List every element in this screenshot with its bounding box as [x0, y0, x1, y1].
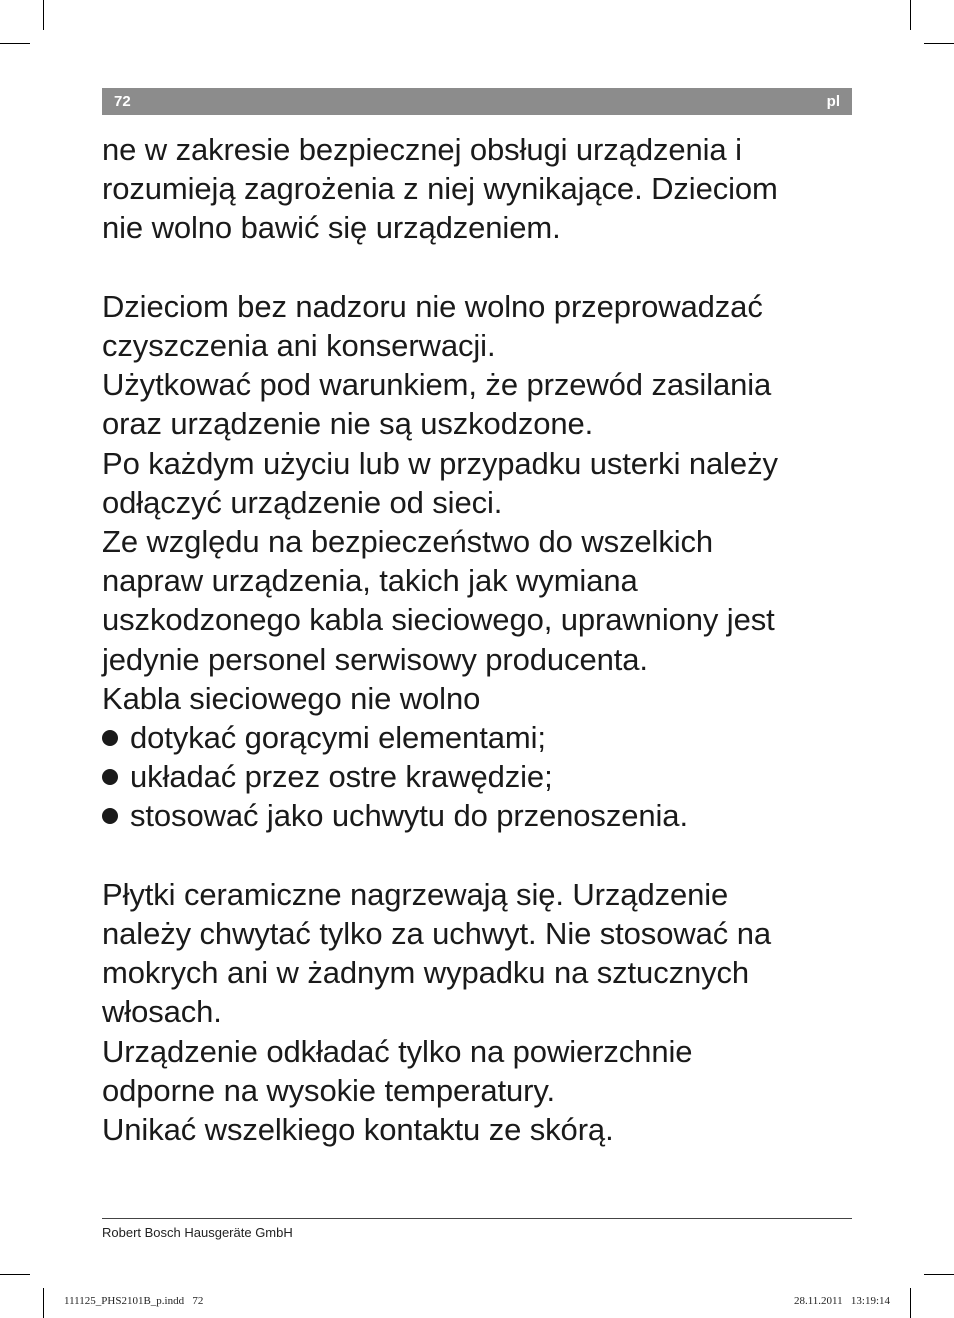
text-line: Użytkować pod warunkiem, że przewód zasilania: [102, 367, 772, 403]
bullet-text: dotykać gorącymi elementami;: [130, 720, 546, 756]
bullet-text: stosować jako uchwytu do przenoszenia.: [130, 798, 688, 834]
bullet-dot-icon: [102, 808, 118, 824]
text-line: uszkodzonego kabla sieciowego, uprawniony jest: [102, 602, 775, 638]
page-number: 72: [114, 93, 131, 110]
crop-mark-bottom-right-h: [924, 1274, 954, 1275]
bullet-dot-icon: [102, 730, 118, 746]
text-line: Po każdym użyciu lub w przypadku usterki należy: [102, 445, 778, 481]
crop-mark-top-left-v: [43, 0, 44, 30]
language-code: pl: [826, 93, 840, 110]
bullet-dot-icon: [102, 769, 118, 785]
text-line: odporne na wysokie temperatury.: [102, 1072, 555, 1108]
footer-company-name: Robert Bosch Hausgeräte GmbH: [102, 1225, 293, 1240]
bullet-text: układać przez ostre krawędzie;: [130, 759, 553, 795]
text-line: czyszczenia ani konserwacji.: [102, 328, 496, 363]
text-line: Kabla sieciowego nie wolno: [102, 680, 481, 716]
text-line: Urządzenie odkładać tylko na powierzchnie: [102, 1033, 693, 1069]
text-line: odłączyć urządzenie od sieci.: [102, 484, 503, 520]
text-line: napraw urządzenia, takich jak wymiana: [102, 563, 638, 599]
bullet-item: [102, 757, 862, 796]
text-line: oraz urządzenie nie są uszkodzone.: [102, 406, 594, 442]
bullet-item: [102, 796, 862, 835]
crop-mark-top-left-h: [0, 43, 30, 44]
text-line: Płytki ceramiczne nagrzewają się. Urządzenie: [102, 876, 729, 912]
paragraph-ceramic-plates: [102, 875, 862, 1149]
text-line: rozumieją zagrożenia z niej wynikające. Dzieciom: [102, 171, 778, 207]
text-line: ne w zakresie bezpiecznej obsługi urządzenia i: [102, 132, 742, 167]
footer-divider: [102, 1218, 852, 1219]
text-line: mokrych ani w żadnym wypadku na sztucznych: [102, 955, 750, 991]
bullet-item: [102, 718, 862, 757]
crop-mark-top-right-h: [924, 43, 954, 44]
paragraph-gap: [102, 248, 862, 287]
text-line: należy chwytać tylko za uchwyt. Nie stosować na: [102, 916, 771, 952]
document-body: [102, 130, 862, 1149]
text-line: włosach.: [102, 994, 222, 1030]
print-slug-file: 111125_PHS2101B_p.indd 72: [64, 1295, 204, 1307]
text-line: Ze względu na bezpieczeństwo do wszelkich: [102, 524, 714, 560]
paragraph-gap: [102, 836, 862, 875]
crop-mark-bottom-left-h: [0, 1274, 30, 1275]
text-line: Dzieciom bez nadzoru nie wolno przeprowadzać: [102, 288, 763, 324]
crop-mark-bottom-right-v: [910, 1288, 911, 1318]
print-slug-date: 28.11.2011 13:19:14: [793, 1295, 890, 1307]
crop-mark-top-right-v: [910, 0, 911, 30]
paragraph-cleaning-and-cable: [102, 287, 862, 718]
crop-mark-bottom-left-v: [43, 1288, 44, 1318]
paragraph-children-safety: [102, 130, 862, 248]
page-header-bar: [102, 88, 852, 115]
text-line: jedynie personel serwisowy producenta.: [102, 641, 648, 677]
text-line: nie wolno bawić się urządzeniem.: [102, 210, 561, 246]
text-line: Unikać wszelkiego kontaktu ze skórą.: [102, 1112, 614, 1148]
